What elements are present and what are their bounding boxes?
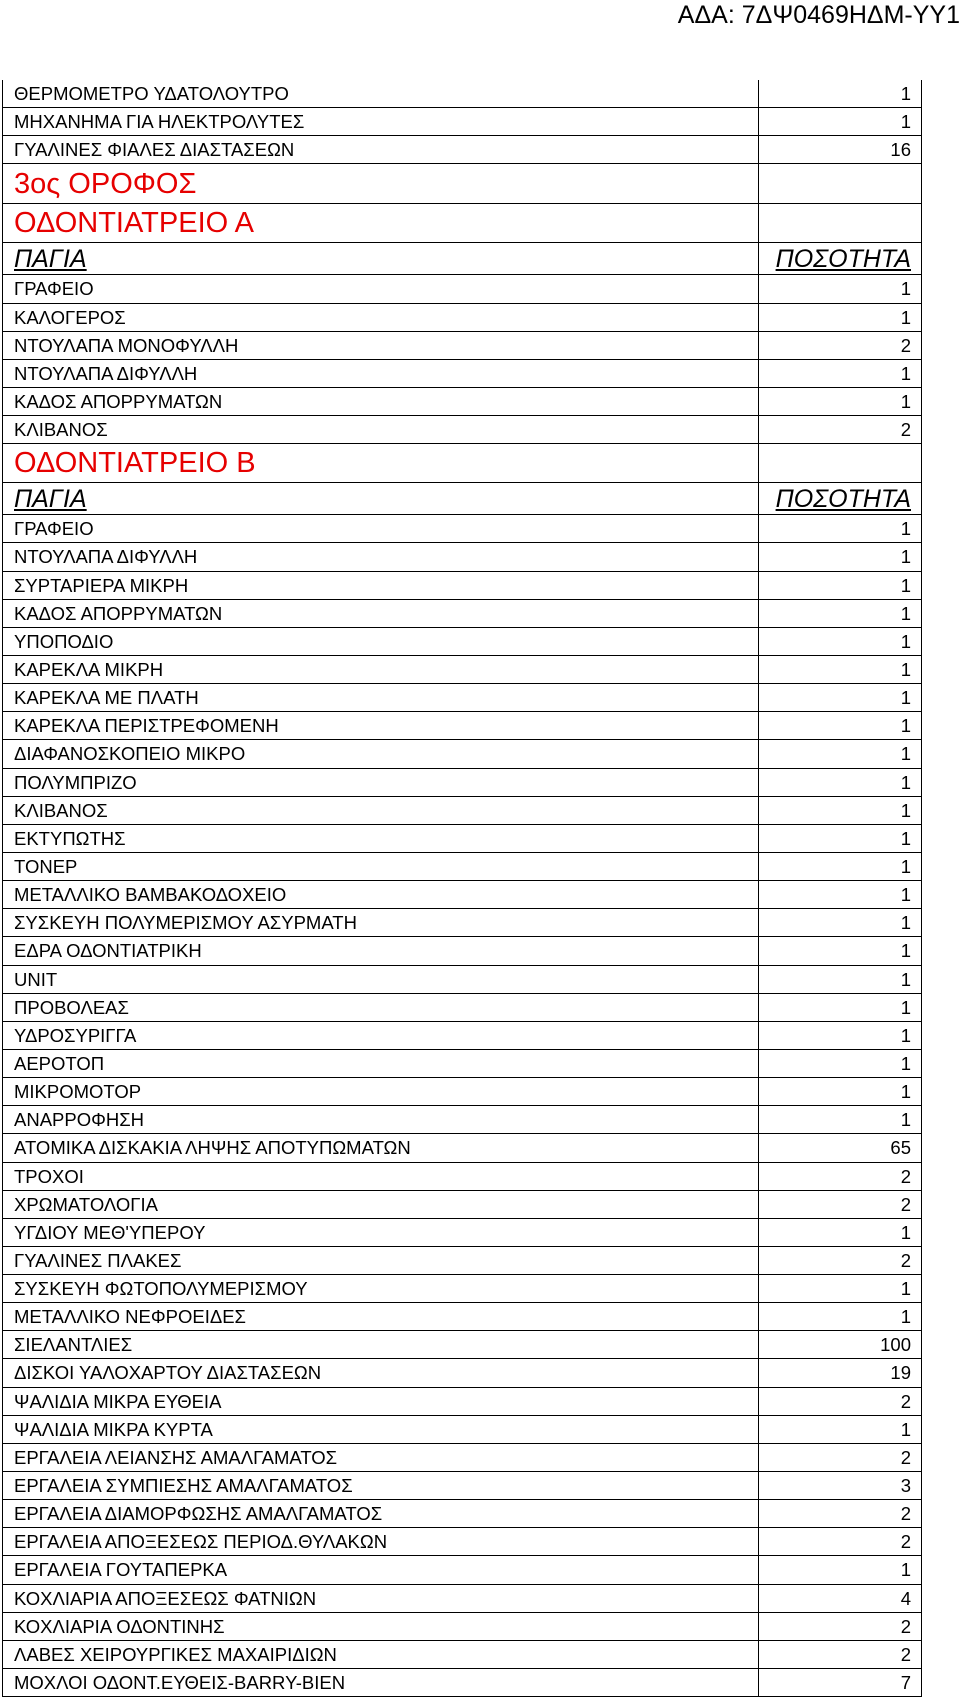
table-row [3,416,921,444]
table-row [3,572,921,600]
table-row [3,937,921,965]
quantity-cell: 1 [900,827,911,849]
item-name-cell: ΚΑΛΟΓΕΡΟΣ [3,304,759,331]
table-row [3,1134,921,1162]
quantity-cell: 2 [900,1249,911,1271]
quantity-cell: 1 [900,743,911,765]
item-name-cell: ΕΡΓΑΛΕΙΑ ΓΟΥΤΑΠΕΡΚΑ [3,1556,759,1583]
item-name-cell: ΨΑΛΙΔΙΑ ΜΙΚΡΑ ΕΥΘΕΙΑ [3,1388,759,1415]
table-row [3,656,921,684]
item-name-cell: ΔΙΣΚΟΙ ΥΑΛΟΧΑΡΤΟΥ ΔΙΑΣΤΑΣΕΩΝ [3,1359,759,1386]
item-name-cell: ΜΕΤΑΛΛΙΚΟ ΒΑΜΒΑΚΟΔΟΧΕΙΟ [3,881,759,908]
item-name-cell: ΣΙΕΛΑΝΤΛΙΕΣ [3,1331,759,1358]
quantity-cell: 1 [900,799,911,821]
quantity-cell: 3 [900,1475,911,1497]
table-row [3,1275,921,1303]
item-name-cell: ΥΠΟΠΟΔΙΟ [3,628,759,655]
quantity-cell: 1 [900,771,911,793]
item-name-cell: ΛΑΒΕΣ ΧΕΙΡΟΥΡΓΙΚΕΣ ΜΑΧΑΙΡΙΔΙΩΝ [3,1641,759,1668]
item-name-cell: ΚΑΔΟΣ ΑΠΟΡΡΥΜΑΤΩΝ [3,388,759,415]
item-name-cell: ΥΔΡΟΣΥΡΙΓΓΑ [3,1022,759,1049]
quantity-cell: 2 [900,1193,911,1215]
quantity-cell: 2 [900,419,911,441]
quantity-cell: 2 [900,1165,911,1187]
fixed-assets-header: ΠΑΓΙΑ [3,483,759,514]
quantity-cell: 1 [900,1278,911,1300]
item-name-cell: ΚΑΡΕΚΛΑ ΜΙΚΡΗ [3,656,759,683]
item-name-cell: ΣΥΣΚΕΥΗ ΦΩΤΟΠΟΛΥΜΕΡΙΣΜΟΥ [3,1275,759,1302]
quantity-cell: 1 [900,855,911,877]
table-row [3,1022,921,1050]
table-row [3,1585,921,1613]
quantity-cell: 19 [890,1362,911,1384]
quantity-cell: 1 [900,546,911,568]
quantity-cell: 1 [900,518,911,540]
table-row [3,853,921,881]
quantity-cell: 1 [900,968,911,990]
quantity-cell: 1 [900,1052,911,1074]
quantity-cell: 1 [900,912,911,934]
table-row [3,1669,921,1697]
quantity-cell: 1 [900,630,911,652]
quantity-cell: 4 [900,1587,911,1609]
quantity-cell: 1 [900,306,911,328]
table-row [3,515,921,543]
item-name-cell: ΚΛΙΒΑΝΟΣ [3,797,759,824]
quantity-cell: 1 [900,111,911,133]
item-name-cell: ΕΚΤΥΠΩΤΗΣ [3,825,759,852]
quantity-cell: 1 [900,996,911,1018]
quantity-cell: 1 [900,884,911,906]
item-name-cell: ΠΡΟΒΟΛΕΑΣ [3,994,759,1021]
table-row [3,1078,921,1106]
item-name-cell: ΑΤΟΜΙΚΑ ΔΙΣΚΑΚΙΑ ΛΗΨΗΣ ΑΠΟΤΥΠΩΜΑΤΩΝ [3,1134,759,1161]
item-name-cell: UNIT [3,966,759,993]
item-name-cell: ΓΥΑΛΙΝΕΣ ΦΙΑΛΕΣ ΔΙΑΣΤΑΣΕΩΝ [3,136,759,163]
table-row [3,769,921,797]
quantity-cell: 2 [900,1390,911,1412]
item-name-cell: ΚΛΙΒΑΝΟΣ [3,416,759,443]
table-row [3,628,921,656]
section-heading-row [3,444,921,483]
table-row [3,388,921,416]
quantity-cell: 1 [900,362,911,384]
item-name-cell: ΕΡΓΑΛΕΙΑ ΔΙΑΜΟΡΦΩΣΗΣ ΑΜΑΛΓΑΜΑΤΟΣ [3,1500,759,1527]
table-row [3,1331,921,1359]
table-row [3,825,921,853]
item-name-cell: ΤΡΟΧΟΙ [3,1163,759,1190]
section-heading-row [3,204,921,243]
quantity-cell: 100 [880,1334,911,1356]
item-name-cell: ΕΔΡΑ ΟΔΟΝΤΙΑΤΡΙΚΗ [3,937,759,964]
item-name-cell: ΣΥΡΤΑΡΙΕΡΑ ΜΙΚΡΗ [3,572,759,599]
item-name-cell: ΜΟΧΛΟΙ ΟΔΟΝΤ.ΕΥΘΕΙΣ-BARRY-BIEN [3,1669,759,1696]
quantity-cell: 1 [900,658,911,680]
table-row [3,304,921,332]
item-name-cell: ΚΟΧΛΙΑΡΙΑ ΟΔΟΝΤΙΝΗΣ [3,1613,759,1640]
item-name-cell: ΧΡΩΜΑΤΟΛΟΓΙΑ [3,1191,759,1218]
item-name-cell: ΔΙΑΦΑΝΟΣΚΟΠΕΙΟ ΜΙΚΡΟ [3,740,759,767]
table-row [3,994,921,1022]
item-name-cell: ΚΟΧΛΙΑΡΙΑ ΑΠΟΞΕΣΕΩΣ ΦΑΤΝΙΩΝ [3,1585,759,1612]
table-row [3,136,921,164]
table-row [3,1191,921,1219]
item-name-cell: ΑΝΑΡΡΟΦΗΣΗ [3,1106,759,1133]
quantity-cell: 2 [900,1503,911,1525]
table-row [3,1163,921,1191]
quantity-header: ΠΟΣΟΤΗΤΑ [775,245,911,274]
table-row [3,797,921,825]
fixed-assets-header: ΠΑΓΙΑ [3,243,759,274]
quantity-cell: 1 [900,1559,911,1581]
ada-code: ΑΔΑ: 7ΔΨ0469ΗΔΜ-ΥΥ1 [677,1,960,29]
section-heading: 3ος ΟΡΟΦΟΣ [3,164,759,203]
item-name-cell: ΕΡΓΑΛΕΙΑ ΣΥΜΠΙΕΣΗΣ ΑΜΑΛΓΑΜΑΤΟΣ [3,1472,759,1499]
table-row [3,1050,921,1078]
quantity-cell: 1 [900,1109,911,1131]
table-row [3,1444,921,1472]
item-name-cell: ΑΕΡΟΤΟΠ [3,1050,759,1077]
item-name-cell: ΜΕΤΑΛΛΙΚΟ ΝΕΦΡΟΕΙΔΕΣ [3,1303,759,1330]
table-row [3,1247,921,1275]
quantity-cell: 1 [900,1081,911,1103]
item-name-cell: ΨΑΛΙΔΙΑ ΜΙΚΡΑ ΚΥΡΤΑ [3,1416,759,1443]
table-row [3,966,921,994]
quantity-cell: 1 [900,715,911,737]
table-row [3,881,921,909]
quantity-cell: 1 [900,1306,911,1328]
quantity-header: ΠΟΣΟΤΗΤΑ [775,485,911,514]
table-row [3,712,921,740]
table-row [3,360,921,388]
table-row [3,543,921,571]
section-heading: ΟΔΟΝΤΙΑΤΡΕΙΟ Α [3,204,759,242]
quantity-cell: 2 [900,334,911,356]
table-row [3,80,921,108]
table-row [3,1528,921,1556]
table-row [3,600,921,628]
table-row [3,108,921,136]
quantity-cell: 2 [900,1615,911,1637]
item-name-cell: ΚΑΡΕΚΛΑ ΠΕΡΙΣΤΡΕΦΟΜΕΝΗ [3,712,759,739]
table-row [3,1388,921,1416]
table-row [3,1219,921,1247]
quantity-cell: 65 [890,1137,911,1159]
table-row [3,1556,921,1584]
quantity-cell: 1 [900,687,911,709]
table-row [3,275,921,303]
section-heading-row [3,164,921,204]
quantity-cell: 1 [900,278,911,300]
item-name-cell: ΚΑΡΕΚΛΑ ΜΕ ΠΛΑΤΗ [3,684,759,711]
quantity-cell: 7 [900,1672,911,1694]
item-name-cell: ΜΙΚΡΟΜΟΤΟΡ [3,1078,759,1105]
item-name-cell: ΝΤΟΥΛΑΠΑ ΜΟΝΟΦΥΛΛΗ [3,332,759,359]
quantity-cell: 1 [900,390,911,412]
item-name-cell: ΤΟΝΕΡ [3,853,759,880]
quantity-cell: 1 [900,1221,911,1243]
item-name-cell: ΕΡΓΑΛΕΙΑ ΛΕΙΑΝΣΗΣ ΑΜΑΛΓΑΜΑΤΟΣ [3,1444,759,1471]
item-name-cell: ΓΡΑΦΕΙΟ [3,515,759,542]
table-row [3,1359,921,1387]
quantity-cell [759,204,921,242]
table-row [3,909,921,937]
quantity-cell: 2 [900,1643,911,1665]
table-row [3,332,921,360]
table-row [3,1472,921,1500]
item-name-cell: ΘΕΡΜΟΜΕΤΡΟ ΥΔΑΤΟΛΟΥΤΡΟ [3,80,759,107]
table-row [3,1641,921,1669]
table-row [3,740,921,768]
quantity-cell: 1 [900,83,911,104]
quantity-cell: 1 [900,602,911,624]
column-header-row [3,243,921,275]
quantity-cell: 2 [900,1446,911,1468]
quantity-cell: 2 [900,1531,911,1553]
item-name-cell: ΣΥΣΚΕΥΗ ΠΟΛΥΜΕΡΙΣΜΟΥ ΑΣΥΡΜΑΤΗ [3,909,759,936]
table-row [3,1303,921,1331]
item-name-cell: ΕΡΓΑΛΕΙΑ ΑΠΟΞΕΣΕΩΣ ΠΕΡΙΟΔ.ΘΥΛΑΚΩΝ [3,1528,759,1555]
table-row [3,684,921,712]
quantity-cell: 1 [900,1024,911,1046]
item-name-cell: ΝΤΟΥΛΑΠΑ ΔΙΦΥΛΛΗ [3,543,759,570]
inventory-table [2,80,922,1697]
table-row [3,1500,921,1528]
column-header-row [3,483,921,515]
item-name-cell: ΚΑΔΟΣ ΑΠΟΡΡΥΜΑΤΩΝ [3,600,759,627]
quantity-cell: 1 [900,940,911,962]
table-row [3,1416,921,1444]
table-row [3,1613,921,1641]
quantity-cell: 16 [890,139,911,161]
item-name-cell: ΥΓΔΙΟΥ ΜΕΘ'ΥΠΕΡΟΥ [3,1219,759,1246]
item-name-cell: ΓΡΑΦΕΙΟ [3,275,759,302]
quantity-cell [759,164,921,203]
item-name-cell: ΠΟΛΥΜΠΡΙΖΟ [3,769,759,796]
item-name-cell: ΝΤΟΥΛΑΠΑ ΔΙΦΥΛΛΗ [3,360,759,387]
quantity-cell: 1 [900,1418,911,1440]
item-name-cell: ΜΗΧΑΝΗΜΑ ΓΙΑ ΗΛΕΚΤΡΟΛΥΤΕΣ [3,108,759,135]
section-heading: ΟΔΟΝΤΙΑΤΡΕΙΟ Β [3,444,759,482]
item-name-cell: ΓΥΑΛΙΝΕΣ ΠΛΑΚΕΣ [3,1247,759,1274]
quantity-cell: 1 [900,574,911,596]
table-row [3,1106,921,1134]
quantity-cell [759,444,921,482]
